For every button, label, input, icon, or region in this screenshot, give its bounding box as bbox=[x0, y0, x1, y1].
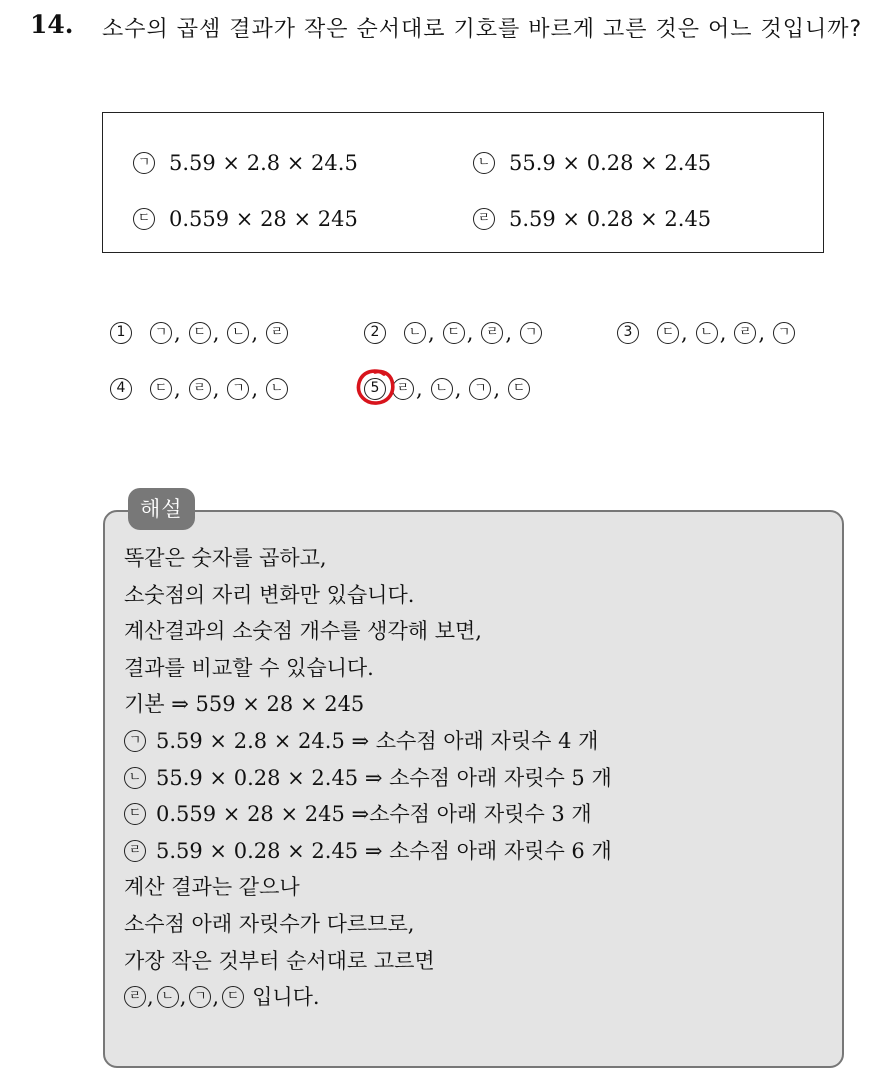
symbol-circle-icon: ㄹ bbox=[392, 378, 414, 400]
answer-choice-5[interactable] bbox=[364, 377, 530, 401]
choice-number: 4 bbox=[110, 378, 132, 400]
symbol-circle-icon: ㄱ bbox=[150, 322, 172, 344]
line-text: 5.59 × 0.28 × 2.45 ⇒ 소수점 아래 자릿수 6 개 bbox=[156, 838, 612, 863]
explanation-line bbox=[124, 686, 824, 723]
symbol-circle-icon: ㄴ bbox=[431, 378, 453, 400]
choice-order: ㄷ , ㄹ , ㄱ , ㄴ bbox=[150, 377, 288, 401]
explanation-line bbox=[124, 540, 824, 577]
expression-text: 5.59 × 2.8 × 24.5 bbox=[169, 151, 358, 175]
line-text: 결과를 비교할 수 있습니다. bbox=[124, 655, 374, 680]
question-text: 소수의 곱셈 결과가 작은 순서대로 기호를 바르게 고른 것은 어느 것입니까? bbox=[102, 17, 863, 42]
choice-number: 5 bbox=[364, 378, 386, 400]
symbol-circle-icon: ㄱ bbox=[133, 152, 155, 174]
explanation-line bbox=[124, 796, 824, 833]
answer-choice-3[interactable] bbox=[617, 321, 795, 345]
answer-choice-4[interactable] bbox=[110, 377, 288, 401]
choice-number: 3 bbox=[617, 322, 639, 344]
symbol-circle-icon: ㄹ bbox=[266, 322, 288, 344]
symbol-circle-icon: ㄷ bbox=[124, 803, 146, 825]
choice-order: ㄷ , ㄴ , ㄹ , ㄱ bbox=[657, 321, 795, 345]
symbol-circle-icon: ㄱ bbox=[124, 730, 146, 752]
symbol-circle-icon: ㄴ bbox=[696, 322, 718, 344]
explanation-text bbox=[124, 540, 824, 1016]
choice-number: 1 bbox=[110, 322, 132, 344]
line-text: 기본 ⇒ 559 × 28 × 245 bbox=[124, 692, 365, 717]
explanation-tag: 해설 bbox=[128, 488, 195, 530]
choice-order: ㄱ , ㄷ , ㄴ , ㄹ bbox=[150, 321, 288, 345]
symbol-circle-icon: ㄷ bbox=[657, 322, 679, 344]
expression-text: 5.59 × 0.28 × 2.45 bbox=[509, 207, 712, 231]
explanation-line bbox=[124, 723, 824, 760]
choice-order: ㄴ , ㄷ , ㄹ , ㄱ bbox=[404, 321, 542, 345]
line-text: 가장 작은 것부터 순서대로 고르면 bbox=[124, 948, 435, 973]
symbol-circle-icon: ㄱ bbox=[189, 986, 211, 1008]
symbol-circle-icon: ㄱ bbox=[773, 322, 795, 344]
symbol-circle-icon: ㄹ bbox=[473, 208, 495, 230]
line-text: 소숫점의 자리 변화만 있습니다. bbox=[124, 582, 415, 607]
given-item bbox=[473, 207, 711, 231]
symbol-circle-icon: ㄴ bbox=[124, 767, 146, 789]
explanation-line bbox=[124, 869, 824, 906]
symbol-circle-icon: ㄴ bbox=[157, 986, 179, 1008]
question-number: 14. bbox=[30, 10, 74, 39]
symbol-circle-icon: ㄹ bbox=[124, 840, 146, 862]
line-text: 소수점 아래 자릿수가 다르므로, bbox=[124, 911, 415, 936]
symbol-circle-icon: ㄱ bbox=[227, 378, 249, 400]
expression-text: 55.9 × 0.28 × 2.45 bbox=[509, 151, 712, 175]
expression-text: 0.559 × 28 × 245 bbox=[169, 207, 358, 231]
symbol-circle-icon: ㄱ bbox=[520, 322, 542, 344]
answer-choice-1[interactable] bbox=[110, 321, 288, 345]
symbol-circle-icon: ㄹ bbox=[734, 322, 756, 344]
line-text: 55.9 × 0.28 × 2.45 ⇒ 소수점 아래 자릿수 5 개 bbox=[156, 765, 612, 790]
given-item bbox=[473, 151, 711, 175]
choice-number: 2 bbox=[364, 322, 386, 344]
symbol-circle-icon: ㄹ bbox=[124, 986, 146, 1008]
final-order: ㄹ , ㄴ , ㄱ , ㄷ 입니다. bbox=[124, 979, 320, 1016]
explanation-line bbox=[124, 613, 824, 650]
explanation-line bbox=[124, 943, 824, 980]
symbol-circle-icon: ㄹ bbox=[189, 378, 211, 400]
explanation-line bbox=[124, 577, 824, 614]
symbol-circle-icon: ㄷ bbox=[443, 322, 465, 344]
given-item bbox=[133, 151, 358, 175]
line-text: 0.559 × 28 × 245 ⇒소수점 아래 자릿수 3 개 bbox=[156, 802, 592, 827]
final-tail: 입니다. bbox=[252, 985, 320, 1010]
symbol-circle-icon: ㄷ bbox=[222, 986, 244, 1008]
line-text: 똑같은 숫자를 곱하고, bbox=[124, 546, 327, 570]
symbol-circle-icon: ㄱ bbox=[469, 378, 491, 400]
symbol-circle-icon: ㄴ bbox=[404, 322, 426, 344]
explanation-line bbox=[124, 906, 824, 943]
given-expressions-box bbox=[102, 112, 824, 253]
symbol-circle-icon: ㄴ bbox=[227, 322, 249, 344]
explanation-line bbox=[124, 650, 824, 687]
choice-order: ㄹ , ㄴ , ㄱ , ㄷ bbox=[392, 377, 530, 401]
explanation-final-line bbox=[124, 979, 824, 1016]
line-text: 5.59 × 2.8 × 24.5 ⇒ 소수점 아래 자릿수 4 개 bbox=[156, 728, 599, 753]
symbol-circle-icon: ㄷ bbox=[189, 322, 211, 344]
symbol-circle-icon: ㄴ bbox=[473, 152, 495, 174]
symbol-circle-icon: ㄷ bbox=[150, 378, 172, 400]
symbol-circle-icon: ㄴ bbox=[266, 378, 288, 400]
explanation-line bbox=[124, 833, 824, 870]
line-text: 계산 결과는 같으나 bbox=[124, 875, 300, 900]
symbol-circle-icon: ㄹ bbox=[481, 322, 503, 344]
symbol-circle-icon: ㄷ bbox=[508, 378, 530, 400]
symbol-circle-icon: ㄷ bbox=[133, 208, 155, 230]
given-item bbox=[133, 207, 358, 231]
explanation-line bbox=[124, 760, 824, 797]
line-text: 계산결과의 소숫점 개수를 생각해 보면, bbox=[124, 619, 482, 644]
answer-choice-2[interactable] bbox=[364, 321, 542, 345]
